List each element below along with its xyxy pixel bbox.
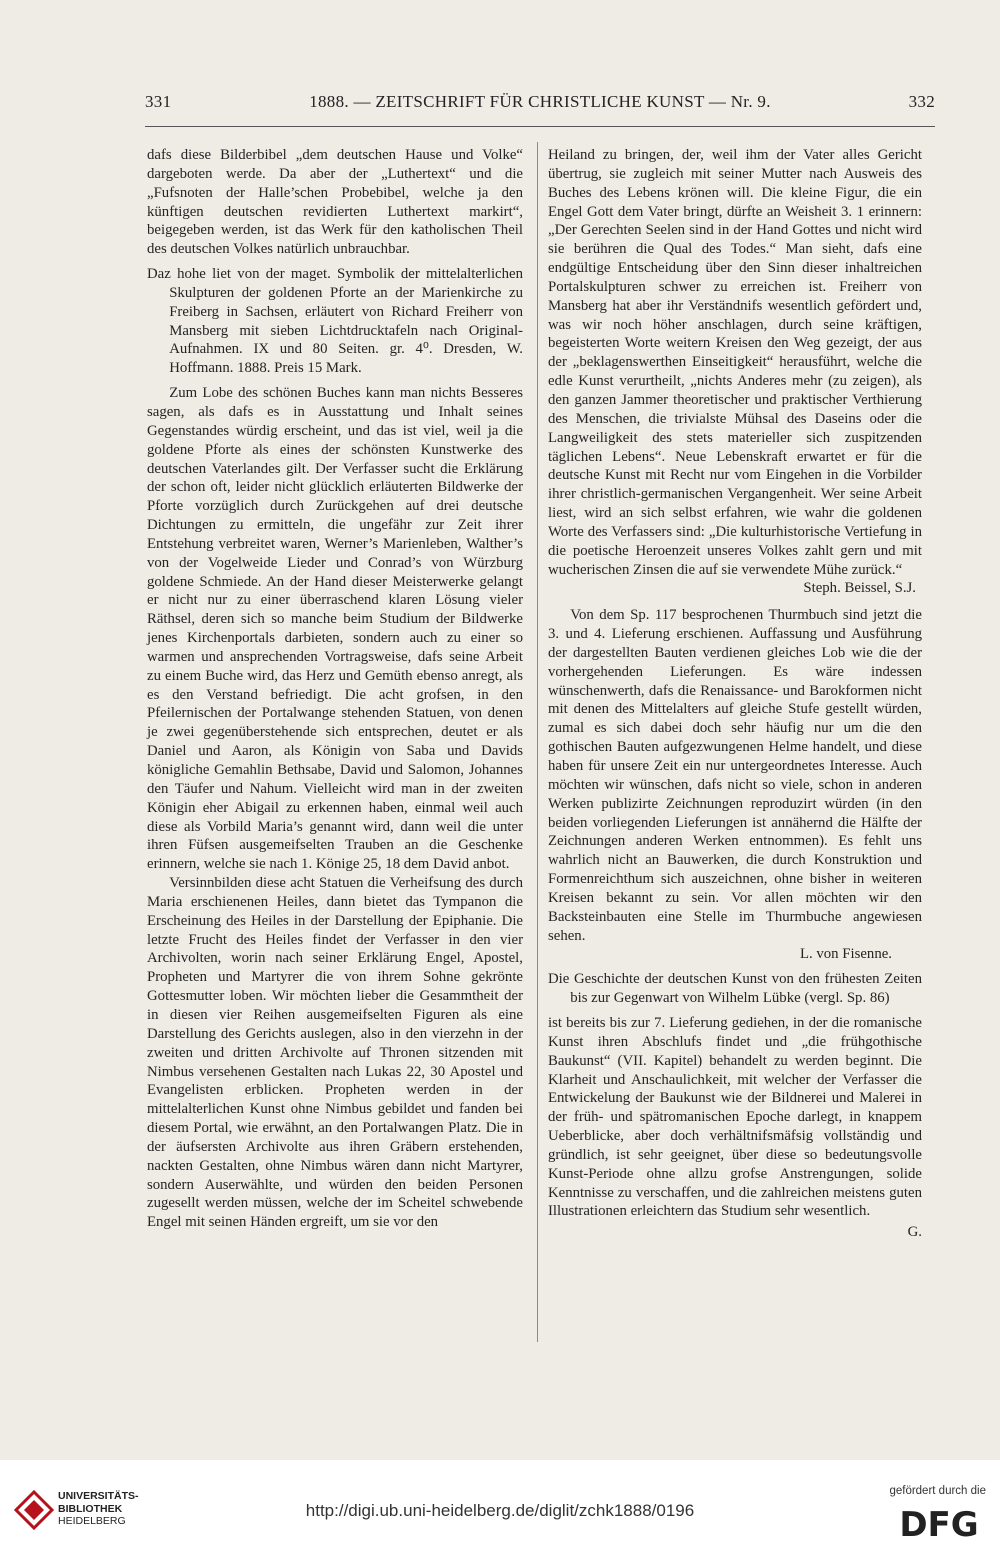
dfg-logo-text: DFG xyxy=(899,1505,979,1540)
funding-caption: gefördert durch die xyxy=(889,1485,986,1497)
left-paragraph-2: Zum Lobe des schönen Buches kann man nichts Besseres sagen, als dafs es in Ausstattung und Inhalt seines Gegenstandes würdig erscheint, und das ist viel, weil ja die goldene Pforte als eines der schönsten Kunstwerke des deutschen Vaterlandes gilt. Der Verfasser sucht die Erklärung der schon oft, leider nicht glücklich erläuterten Bildwerke der Pforte vorzüglich durch Zurückgehen auf drei deutsche Dichtungen zu ermitteln, die ungefähr zur Zeit ihrer Entstehung verbreitet waren, Werner’s Marienleben, Walther’s von der Vogelweide Lieder und Conrad’s von Würzburg goldene Schmiede. An der Hand dieser Meisterwerke gelangt er nicht nur zu einer überraschend klaren Lösung vieler Räthsel, deren sich so manche beim Studium der Bildwerke jenes Kirchenportals darbieten, sondern auch zu einer so warmen und ansprechenden Vortragsweise, dafs seine Arbeit zu einem Buche wird, das Herz und Gemüth ebenso anregt, als es den Verstand befriedigt. Die acht grofsen, in den Pfeilernischen der Portalwange stehenden Statuen, von denen je zwei gegenüberstehende sich entsprechen, deutet er als Daniel und Aaron, als Königin von Saba und Davids königliche Gemahlin Bethsabe, David und Salomon, Johannes den Täufer und Nahum. Vielleicht wird man in der zweiten Königin eher Abigail zu erkennen haben, einmal weil auch diese als Vorbild Maria’s genannt wird, dann weil die unter ihren Füfsen ausgemeifselten Trauben an die Geschenke erinnern, welche sie nach 1. Könige 25, 18 dem David anbot. xyxy=(147,385,523,873)
right-paragraph-3: L. von Fisenne. xyxy=(799,946,892,963)
library-name-line-2: BIBLIOTHEK xyxy=(58,1502,123,1515)
header-rule xyxy=(145,126,935,127)
left-paragraph-3: Versinnbilden diese acht Statuen die Verheifsung des durch Maria erschienenen Heiles, dann bietet das Tympanon die Erscheinung des Heiles in der Darstellung der Epiphanie. Die letzte Frucht des Heiles findet der Verfasser in den vier Archivolten, worin nach seiner Erklärung Engel, Apostel, Propheten und Martyrer die von ihrem Sohne gekrönte Gottesmutter loben. Wir möchten lieber die Gesammtheit der in diesen vier Reihen ausgemeifselten Figuren als eine Darstellung des Gerichts auslegen, also in den vierzehn in der zweiten und dritten Archivolte auf Thronen sitzenden mit Nimbus versehenen Gestalten nach Lukas 22, 30 Apostel und Evangelisten erblicken. Propheten werden in der mittelalterlichen Kunst ohne Nimbus gebildet und fanden bei diesem Portal, wie erwähnt, an den Portalwangen Platz. Die in der äufsersten Archivolte aus ihren Gräbern erstehenden, nackten Gestalten, ohne Nimbus wären dann nicht Martyrer, sondern Auserwählte, und würden den beiden Personen zugesellt werden müssen, welche der im Scheitel schwebende Engel mit seinen Händen ergreift, um sie vor den xyxy=(147,875,523,1231)
right-paragraph-5: ist bereits bis zur 7. Lieferung gediehen, in der die romanische Kunst ihren Abschlufs findet und „die frühgothische Baukunst“ (VII. Kapitel) behandelt zu werden beginnt. Die Klarheit und Anschaulichkeit, mit welcher der Verfasser die Entwickelung der Baukunst wie der Bildnerei und Malerei in der früh- und spätromanischen Epoche darlegt, in knappem Ueberblicke, aber doch verhältnifsmäfsig vollständig und gründlich, ist sehr geeignet, über diese so bedeutungsvolle Kunst-Periode ohne allzu grofse Anstrengungen, solide Kenntnisse zu verschaffen, und die zahlreichen meistens guten Illustrationen erleichtern das Studium sehr wesentlich. xyxy=(548,1014,922,1220)
library-name-line-1: UNIVERSITÄTS- xyxy=(58,1490,139,1502)
permalink-url[interactable]: http://digi.ub.uni-heidelberg.de/diglit/zchk1888/0196 xyxy=(305,1501,695,1520)
right-paragraph-1: Steph. Beissel, S.J. xyxy=(803,580,916,597)
left-paragraph-1: Daz hohe liet von der maget. Symbolik der mittelalterlichen Skulpturen der goldenen Pforte an der Marienkirche zu Freiberg in Sachsen, erläutert von Richard Freiherr von Mansberg mit sieben Lichtdrucktafeln nach Original-Aufnahmen. IX und 80 Seiten. gr. 4⁰. Dresden, W. Hoffmann. 1888. Preis 15 Mark. xyxy=(147,266,523,377)
running-header xyxy=(145,92,935,118)
column-divider xyxy=(537,142,538,1342)
page-number-left: 331 xyxy=(145,92,172,111)
right-paragraph-4: Die Geschichte der deutschen Kunst von den frühesten Zeiten bis zur Gegenwart von Wilhelm Lübke (vergl. Sp. 86) xyxy=(548,971,922,1007)
library-name-line-3: HEIDELBERG xyxy=(58,1515,126,1527)
left-column xyxy=(147,146,523,1232)
dfg-logo-icon[interactable] xyxy=(892,1504,986,1540)
right-paragraph-0: Heiland zu bringen, der, weil ihm der Vater alles Gericht übertrug, sie zugleich mit seiner Mutter nach Ausweis des Buches des Lebens krönen will. Die kleine Figur, die ein Engel Gott dem Vater bringt, dürfte an Weisheit 3. 1 erinnern: „Der Gerechten Seelen sind in der Hand Gottes und nicht wird sie berühren die Qual des Todes.“ Man sieht, dafs eine endgültige Entscheidung über den Sinn dieser inhaltreichen Portalskulpturen schwer zu erreichen ist. Freiherr von Mansberg hat aber ihr Verständnifs wesentlich gefördert und, was wir noch höher anschlagen, durch seine kräftigen, begeisterten Worte weitern Kreisen den Weg gezeigt, der aus der „beklagenswerthen Einseitigkeit“ herausführt, welche die edle Kunst verurtheilt, „nichts Anderes mehr (zu zeigen), als den ganzen Jammer theoretischer und praktischer Verthierung des Menschen, die trivialste Mühsal des Daseins oder die Langweiligkeit des stets materieller sich zuspitzenden täglichen Lebens“. Neue Lebenskraft erwartet er für die deutsche Kunst mit Recht nur vom Eingehen in die Vorbilder ihrer christlich-germanischen Vergangenheit. Wer seine Arbeit liest, wird an sich selbst erfahren, wie wahr die goldenen Worte des Verfassers sind: „Die kulturhistorische Vertiefung in die poetische Heroenzeit unseres Volkes zahlt gern und mit wucherischen Zinsen die auf sie verwendete Mühe zurück.“ xyxy=(548,147,922,578)
right-paragraph-6: G. xyxy=(907,1224,922,1241)
left-paragraph-0: dafs diese Bilderbibel „dem deutschen Hause und Volke“ dargeboten werde. Da aber der „Luthertext“ und die „Fufsnoten der Halle’schen Probebibel, welche ja den künftigen deutschen revidierten Luthertext markirt“, beigegeben werden, ist das Werk für den katholischen Theil des deutschen Volkes natürlich unbrauchbar. xyxy=(147,147,523,258)
right-column xyxy=(548,146,922,1242)
right-paragraph-2: Von dem Sp. 117 besprochenen Thurmbuch sind jetzt die 3. und 4. Lieferung erschienen. Auffassung und Ausführung der dargestellten Bauten verdienen gleiches Lob wie die der vorhergehenden Lieferungen. Es wäre indessen wünschenwerth, dafs die Renaissance- und Barokformen nicht mit denen des Mittelalters auf gleiche Stufe gestellt würden, zumal es sich dabei doch sehr häufig nur um die den gothischen Bauten aufgezwungenen Helme handelt, und diese haben für unsere Zeit ein nur untergeordnetes Interesse. Auch möchten wir wünschen, dafs nicht so viele, schon in anderen Werken publizirte Zeichnungen reproduzirt würden (in den beiden vorliegenden Lieferungen ist annähernd die Hälfte der Zeichnungen anderen Werken entnommen). Es fehlt uns wahrlich nicht an Bauwerken, die durch Konstruktion und Formenreichthum sich auszeichnen, ohne bisher in weiteren Kreisen bekannt zu sein. Vor allen möchten wir den Backsteinbauten eine Stelle im Thurmbuche angewiesen sehen. xyxy=(548,607,922,944)
page-number-right: 332 xyxy=(908,92,935,111)
journal-title: 1888. — ZEITSCHRIFT FÜR CHRISTLICHE KUNST — Nr. 9. xyxy=(309,92,771,111)
